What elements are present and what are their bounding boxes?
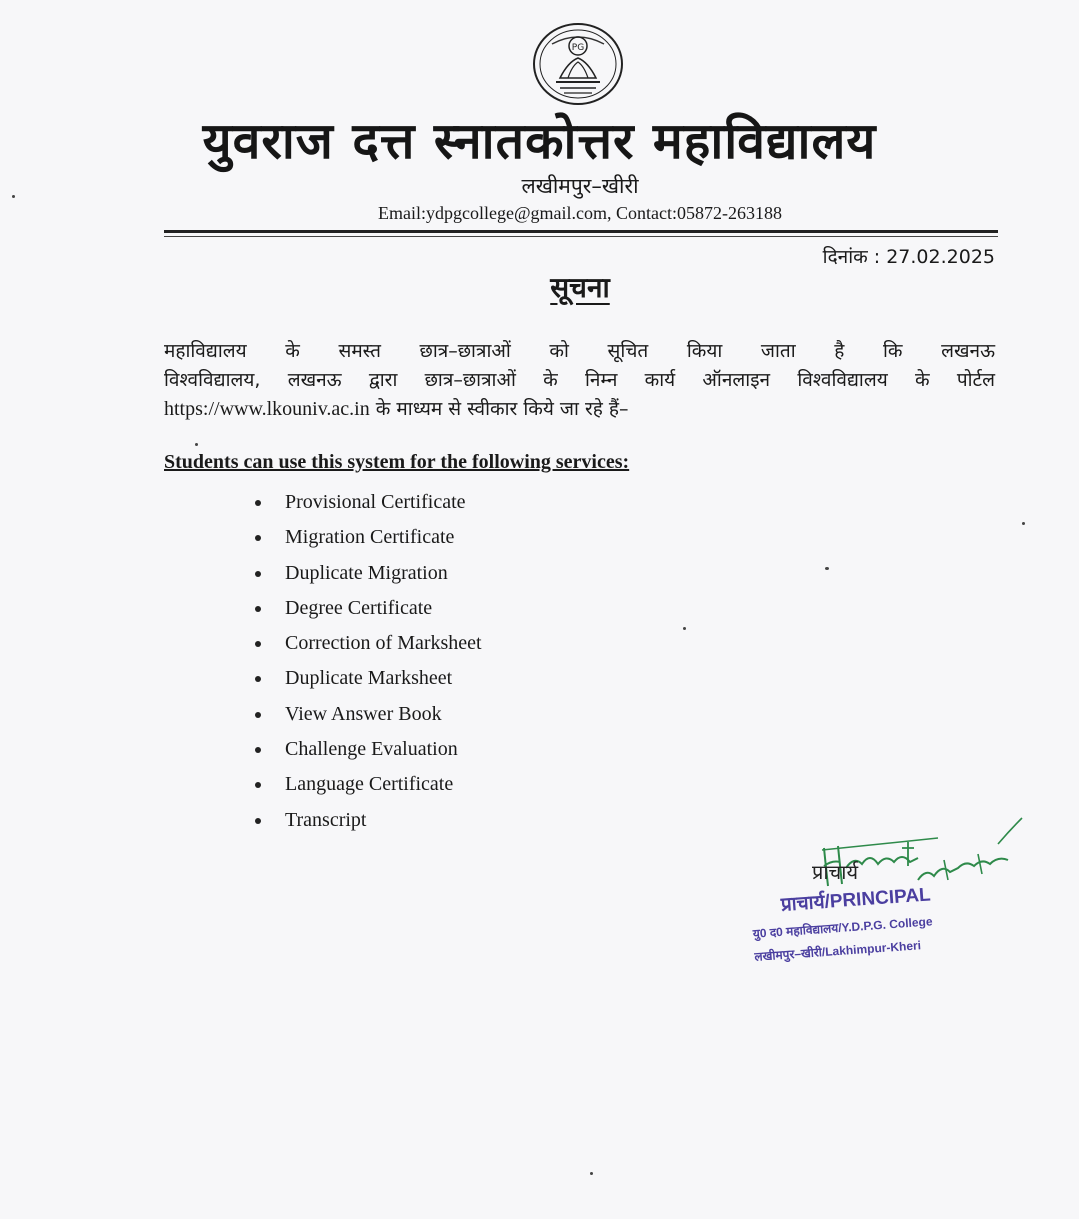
- scan-speck: [590, 1172, 593, 1175]
- notice-paragraph: [164, 337, 995, 424]
- paragraph-line-3: [164, 395, 995, 424]
- college-name: युवराज दत्त स्नातकोत्तर महाविद्यालय: [202, 112, 877, 170]
- header-divider-thin: [164, 236, 998, 237]
- list-item: Correction of Marksheet: [255, 627, 482, 662]
- scan-speck: [12, 195, 15, 198]
- list-item: Challenge Evaluation: [255, 733, 482, 768]
- scan-speck: [195, 443, 198, 446]
- stamp-line-3: लखीमपुर–खीरी/Lakhimpur-Kheri: [753, 938, 922, 964]
- scan-speck: [825, 567, 829, 570]
- paragraph-line-1: महाविद्यालय के समस्त छात्र–छात्राओं को सूचित किया जाता है कि लखनऊ: [164, 340, 995, 362]
- list-item: Duplicate Migration: [255, 557, 482, 592]
- stamp-line-2: यु0 द0 महाविद्यालय/Y.D.P.G. College: [752, 914, 933, 941]
- college-city: लखीमपुर–खीरी: [521, 174, 639, 198]
- scan-speck: [683, 627, 686, 630]
- paragraph-line-3-rest: के माध्यम से स्वीकार किये जा रहे हैं–: [369, 398, 629, 420]
- paragraph-line-2: विश्वविद्यालय, लखनऊ द्वारा छात्र–छात्राओं के निम्न कार्य ऑनलाइन विश्वविद्यालय के पोर्टल: [164, 369, 995, 391]
- list-item: Provisional Certificate: [255, 486, 482, 521]
- list-item: Language Certificate: [255, 768, 482, 803]
- list-item: View Answer Book: [255, 698, 482, 733]
- stamp-line-1: प्राचार्य/PRINCIPAL: [780, 884, 932, 916]
- list-item: Degree Certificate: [255, 592, 482, 627]
- college-logo-emblem: [530, 22, 626, 106]
- services-list: [255, 486, 482, 839]
- list-item: Duplicate Marksheet: [255, 662, 482, 697]
- list-item: Transcript: [255, 804, 482, 839]
- principal-stamp: [750, 876, 994, 965]
- scan-speck: [1022, 522, 1025, 525]
- list-item: Migration Certificate: [255, 521, 482, 556]
- college-contact: Email:ydpgcollege@gmail.com, Contact:05872-263188: [378, 203, 782, 223]
- services-heading: Students can use this system for the following services:: [164, 451, 630, 473]
- portal-url: https://www.lkouniv.ac.in: [164, 398, 370, 420]
- notice-date: दिनांक : 27.02.2025: [822, 246, 995, 268]
- signature-designation: प्राचार्य: [812, 860, 859, 884]
- notice-title-text: सूचना: [550, 271, 610, 304]
- logo-caption: PG: [571, 43, 585, 53]
- header-divider: [164, 230, 998, 233]
- notice-title: [0, 268, 1079, 306]
